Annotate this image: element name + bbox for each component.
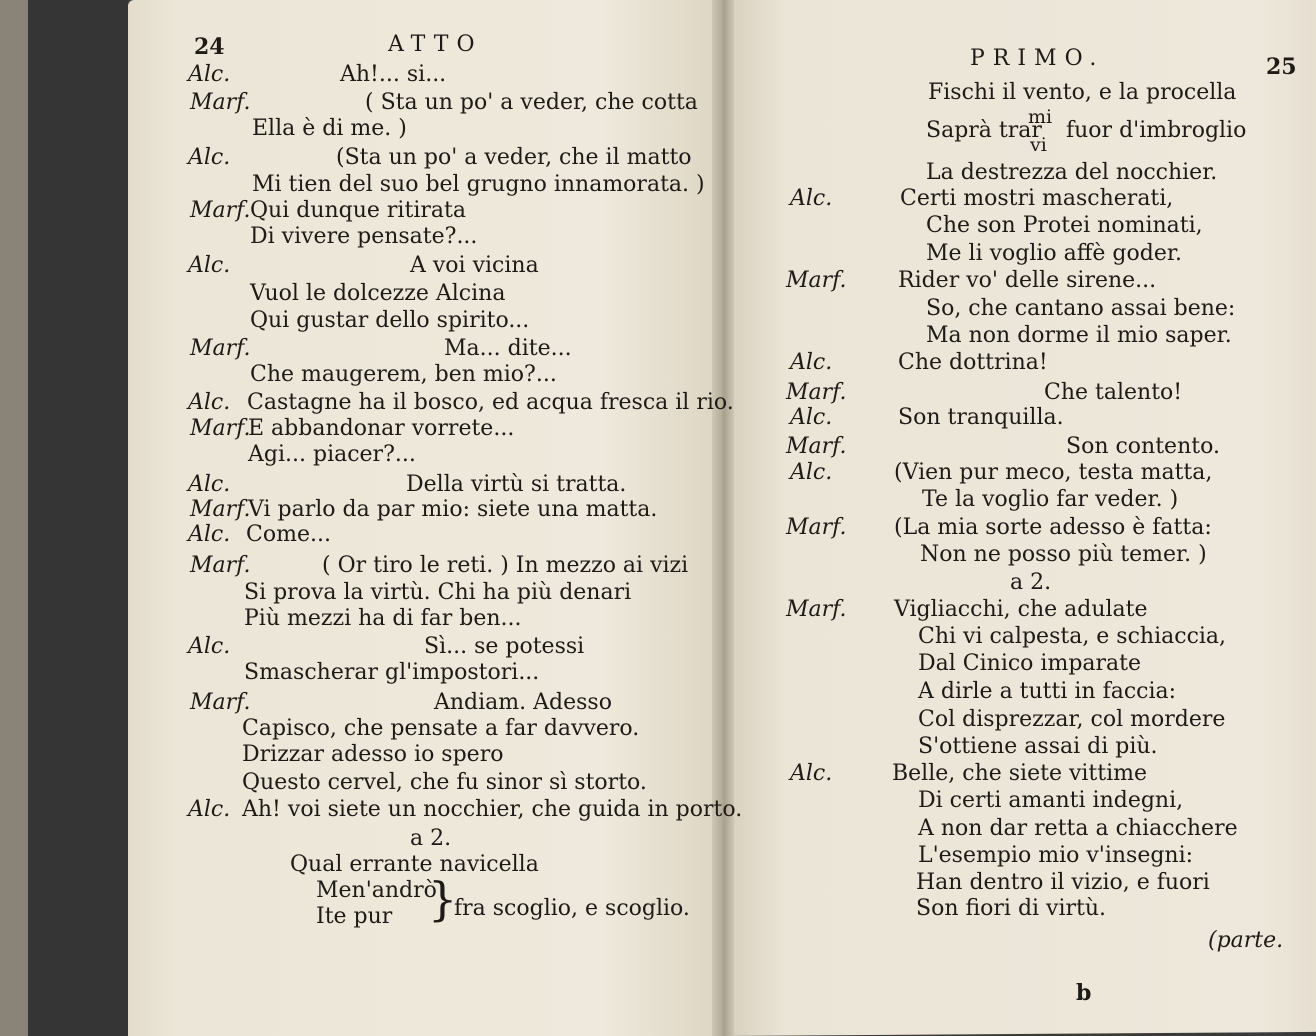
left-speaker: Alc.	[188, 253, 231, 278]
right-line: Certi mostri mascherati,	[900, 186, 1174, 211]
right-line: Che talento!	[1044, 380, 1183, 405]
right-speaker: Alc.	[790, 186, 833, 211]
right-line: (Vien pur meco, testa matta,	[894, 460, 1213, 485]
left-speaker: Marf.	[190, 690, 251, 715]
left-speaker: Alc.	[188, 472, 231, 497]
left-line: Ma... dite...	[444, 336, 572, 361]
right-speaker: Alc.	[790, 405, 833, 430]
left-speaker: Alc.	[188, 62, 231, 87]
book-spine	[712, 0, 734, 1036]
right-line: Me li voglio affè goder.	[926, 241, 1182, 266]
left-line: Ah! voi siete un nocchier, che guida in porto.	[242, 797, 743, 822]
left-speaker: Alc.	[188, 390, 231, 415]
left-line: Smascherar gl'impostori...	[244, 660, 540, 685]
right-speaker: Marf.	[786, 268, 847, 293]
left-line: Drizzar adesso io spero	[242, 742, 504, 767]
right-line: So, che cantano assai bene:	[926, 296, 1236, 321]
left-speaker: Marf.	[190, 416, 251, 441]
right-line: Vigliacchi, che adulate	[894, 597, 1148, 622]
right-line: Son tranquilla.	[898, 405, 1064, 430]
right-line: a 2.	[1010, 570, 1052, 595]
right-line: Col disprezzar, col mordere	[918, 707, 1226, 732]
left-line: Della virtù si tratta.	[406, 472, 627, 497]
left-line: Qui dunque ritirata	[250, 198, 466, 223]
signature-mark: b	[1076, 980, 1092, 1006]
left-line: Sì... se potessi	[424, 634, 585, 659]
right-line: Che son Protei nominati,	[926, 213, 1203, 238]
left-line: Questo cervel, che fu sinor sì storto.	[242, 770, 647, 795]
right-line: Non ne posso più temer. )	[920, 542, 1207, 567]
left-line: Vuol le dolcezze Alcina	[250, 281, 506, 306]
right-line: Che dottrina!	[898, 350, 1048, 375]
left-speaker: Marf.	[190, 198, 251, 223]
right-line: Han dentro il vizio, e fuori	[916, 870, 1210, 895]
left-running-head: ATTO	[388, 32, 483, 57]
book-cover-edge	[0, 0, 28, 1036]
brace-tail: fra scoglio, e scoglio.	[454, 896, 690, 921]
left-line: E abbandonar vorrete...	[248, 416, 515, 441]
brace-line-1: Men'andrò	[316, 878, 437, 903]
left-page-number: 24	[194, 34, 225, 60]
brace-symbol: }	[428, 872, 458, 926]
trar-line-post: fuor d'imbroglio	[1066, 118, 1247, 143]
right-speaker: Marf.	[786, 515, 847, 540]
left-line: Ah!... si...	[340, 62, 447, 87]
right-page-number: 25	[1266, 54, 1297, 80]
right-line: Son fiori di virtù.	[916, 896, 1107, 921]
right-line: Ma non dorme il mio saper.	[926, 323, 1232, 348]
right-speaker: Marf.	[786, 434, 847, 459]
left-line: Andiam. Adesso	[434, 690, 612, 715]
right-line: Dal Cinico imparate	[918, 651, 1142, 676]
right-line: Rider vo' delle sirene...	[898, 268, 1157, 293]
left-line: Si prova la virtù. Chi ha più denari	[244, 580, 632, 605]
left-speaker: Marf.	[190, 90, 251, 115]
right-speaker: Alc.	[790, 350, 833, 375]
right-line: La destrezza del nocchier.	[926, 160, 1218, 185]
left-speaker: Alc.	[188, 797, 231, 822]
right-line: Son contento.	[1066, 434, 1220, 459]
left-line: ( Sta un po' a veder, che cotta	[365, 90, 698, 115]
left-speaker: Alc.	[188, 522, 231, 547]
left-line: ( Or tiro le reti. ) In mezzo ai vizi	[322, 553, 689, 578]
left-line: Mi tien del suo bel grugno innamorata. )	[252, 172, 705, 197]
right-line: A non dar retta a chiacchere	[918, 816, 1238, 841]
book-cover	[28, 0, 128, 1036]
right-line: Di certi amanti indegni,	[918, 788, 1184, 813]
left-line: Come...	[246, 522, 331, 547]
right-speaker: Alc.	[790, 761, 833, 786]
left-speaker: Marf.	[190, 336, 251, 361]
right-speaker: Alc.	[790, 460, 833, 485]
left-line: (Sta un po' a veder, che il matto	[336, 145, 692, 170]
right-line: L'esempio mio v'insegni:	[918, 843, 1194, 868]
right-speaker: Marf.	[786, 597, 847, 622]
left-speaker: Marf.	[190, 553, 251, 578]
left-line: Qui gustar dello spirito...	[250, 308, 530, 333]
exit-note: (parte.	[1208, 928, 1284, 953]
right-line: Belle, che siete vittime	[892, 761, 1148, 786]
trar-line-sub: vi	[1030, 134, 1047, 156]
trar-line-pre: Saprà trar	[926, 118, 1042, 143]
right-line: A dirle a tutti in faccia:	[918, 679, 1177, 704]
left-line: A voi vicina	[410, 253, 539, 278]
right-speaker: Marf.	[786, 380, 847, 405]
trar-line-sup: mi	[1028, 106, 1053, 128]
right-line: Fischi il vento, e la procella	[928, 80, 1237, 105]
left-line: Più mezzi ha di far ben...	[244, 606, 522, 631]
left-line: Qual errante navicella	[290, 852, 539, 877]
left-line: Castagne ha il bosco, ed acqua fresca il rio.	[247, 390, 734, 415]
left-line: Vi parlo da par mio: siete una matta.	[248, 497, 658, 522]
right-running-head: PRIMO.	[970, 46, 1105, 71]
left-line: Ella è di me. )	[252, 116, 407, 141]
left-line: a 2.	[410, 826, 452, 851]
right-line: S'ottiene assai di più.	[918, 734, 1158, 759]
brace-line-2: Ite pur	[316, 904, 393, 929]
left-speaker: Marf.	[190, 497, 251, 522]
right-line: Te la voglio far veder. )	[922, 487, 1179, 512]
right-line: (La mia sorte adesso è fatta:	[894, 515, 1212, 540]
left-speaker: Alc.	[188, 145, 231, 170]
left-line: Di vivere pensate?...	[250, 224, 478, 249]
right-line: Chi vi calpesta, e schiaccia,	[918, 624, 1227, 649]
left-line: Capisco, che pensate a far davvero.	[242, 716, 640, 741]
left-line: Che maugerem, ben mio?...	[250, 362, 557, 387]
left-line: Agi... piacer?...	[248, 442, 416, 467]
left-speaker: Alc.	[188, 634, 231, 659]
